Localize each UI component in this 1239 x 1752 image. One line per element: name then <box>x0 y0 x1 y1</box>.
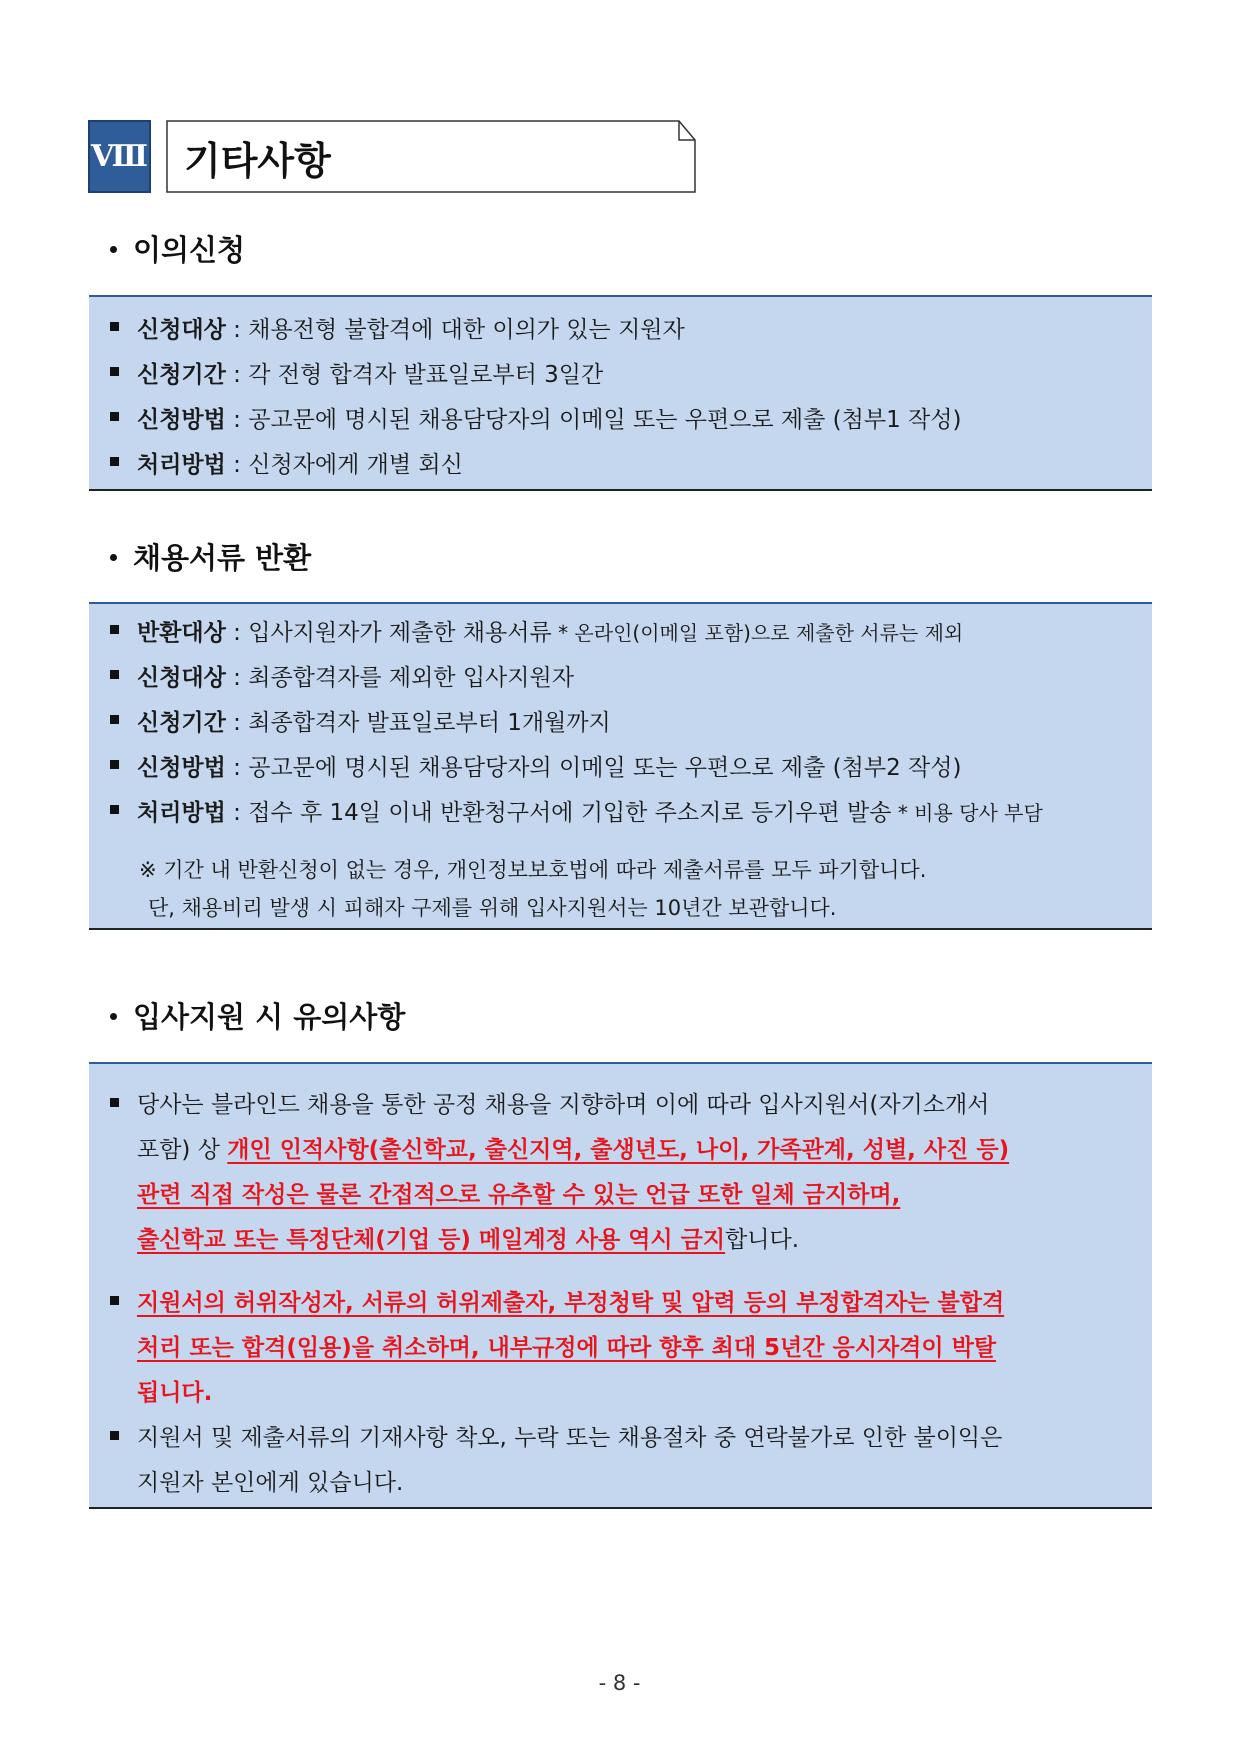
square-bullet-icon <box>110 412 119 421</box>
item-label: 신청방법 <box>137 755 226 781</box>
caution2-line1: 지원서의 허위작성자, 서류의 허위제출자, 부정청탁 및 압력 등의 부정합격자는 불합격 <box>137 1290 1005 1316</box>
caution3-line1: 지원서 및 제출서류의 기재사항 착오, 누락 또는 채용절차 중 연락불가로 인한 불이익은 <box>137 1425 1003 1451</box>
return-docs-heading <box>110 536 311 577</box>
item-text: 접수 후 14일 이내 반환청구서에 기입한 주소지로 등기우편 발송 <box>248 800 892 826</box>
item-separator: : <box>225 407 249 433</box>
square-bullet-icon <box>110 760 119 769</box>
item-text: 채용전형 불합격에 대한 이의가 있는 지원자 <box>248 317 685 343</box>
caution1-line3-highlight: 관련 직접 작성은 물론 간접적으로 유추할 수 있는 언급 또한 일체 금지하며, <box>137 1182 901 1208</box>
caution3-line2: 지원자 본인에게 있습니다. <box>137 1470 404 1496</box>
square-bullet-icon <box>110 1098 119 1107</box>
item-label: 신청기간 <box>137 710 226 736</box>
caution2-line2: 처리 또는 합격(임용)을 취소하며, 내부규정에 따라 향후 최대 5년간 응시자격이 박탈 <box>137 1335 997 1361</box>
bullet-dot-icon <box>110 246 117 253</box>
section-title: 기타사항 <box>184 139 331 183</box>
item-text: 공고문에 명시된 채용담당자의 이메일 또는 우편으로 제출 (첨부1 작성) <box>248 407 962 433</box>
square-bullet-icon <box>110 625 119 634</box>
item-text: 최종합격자 발표일로부터 1개월까지 <box>248 710 611 736</box>
bullet-dot-icon <box>110 554 117 561</box>
item-separator: : <box>225 755 249 781</box>
square-bullet-icon <box>110 715 119 724</box>
square-bullet-icon <box>110 457 119 466</box>
caution2-line3: 됩니다. <box>137 1380 213 1406</box>
caution1-line1: 당사는 블라인드 채용을 통한 공정 채용을 지향하며 이에 따라 입사지원서(자기소개서 <box>137 1092 990 1118</box>
square-bullet-icon <box>110 1431 119 1440</box>
return-remark-line2: 단, 채용비리 발생 시 피해자 구제를 위해 입사지원서는 10년간 보관합니다. <box>148 896 837 920</box>
cautions-panel <box>89 1062 1152 1509</box>
item-separator: : <box>225 362 249 388</box>
return-docs-panel <box>89 602 1152 930</box>
item-label: 신청방법 <box>137 407 226 433</box>
item-text: 최종합격자를 제외한 입사지원자 <box>248 665 574 691</box>
cautions-heading-text: 입사지원 시 유의사항 <box>133 1000 406 1034</box>
item-note: * 온라인(이메일 포함)으로 제출한 서류는 제외 <box>551 621 964 645</box>
item-label: 처리방법 <box>137 452 226 478</box>
item-label: 신청대상 <box>137 317 226 343</box>
square-bullet-icon <box>110 367 119 376</box>
item-separator: : <box>225 317 249 343</box>
item-separator: : <box>225 710 249 736</box>
page-number: - 8 - <box>598 1671 641 1695</box>
objection-panel <box>89 295 1152 491</box>
item-label: 신청기간 <box>137 362 226 388</box>
caution1-line4-plain: 합니다. <box>725 1227 800 1253</box>
square-bullet-icon <box>110 322 119 331</box>
item-text: 각 전형 합격자 발표일로부터 3일간 <box>248 362 604 388</box>
return-remark-line1: ※ 기간 내 반환신청이 없는 경우, 개인정보보호법에 따라 제출서류를 모두 파기합니다. <box>139 858 927 882</box>
item-separator: : <box>225 800 249 826</box>
objection-heading-text: 이의신청 <box>133 233 246 267</box>
item-separator: : <box>225 620 249 646</box>
return-docs-heading-text: 채용서류 반환 <box>133 541 312 575</box>
square-bullet-icon <box>110 670 119 679</box>
square-bullet-icon <box>110 1296 119 1305</box>
item-note: * 비용 당사 부담 <box>891 801 1043 825</box>
item-separator: : <box>225 452 249 478</box>
caution1-line4-highlight: 출신학교 또는 특정단체(기업 등) 메일계정 사용 역시 금지 <box>137 1227 726 1253</box>
item-label: 신청대상 <box>137 665 226 691</box>
caution1-line2-plain: 포함) 상 <box>137 1137 228 1163</box>
item-separator: : <box>225 665 249 691</box>
section-number-badge: Ⅷ <box>88 120 151 193</box>
item-text: 신청자에게 개별 회신 <box>248 452 463 478</box>
caution1-line2-highlight: 개인 인적사항(출신학교, 출신지역, 출생년도, 나이, 가족관계, 성별, 사진 등) <box>227 1137 1010 1163</box>
item-label: 반환대상 <box>137 620 226 646</box>
cautions-heading <box>110 995 405 1036</box>
item-text: 공고문에 명시된 채용담당자의 이메일 또는 우편으로 제출 (첨부2 작성) <box>248 755 962 781</box>
item-text: 입사지원자가 제출한 채용서류 <box>248 620 552 646</box>
item-label: 처리방법 <box>137 800 226 826</box>
section-title-box <box>166 120 696 193</box>
bullet-dot-icon <box>110 1013 117 1020</box>
square-bullet-icon <box>110 805 119 814</box>
objection-heading <box>110 228 245 269</box>
section-header <box>88 120 700 193</box>
